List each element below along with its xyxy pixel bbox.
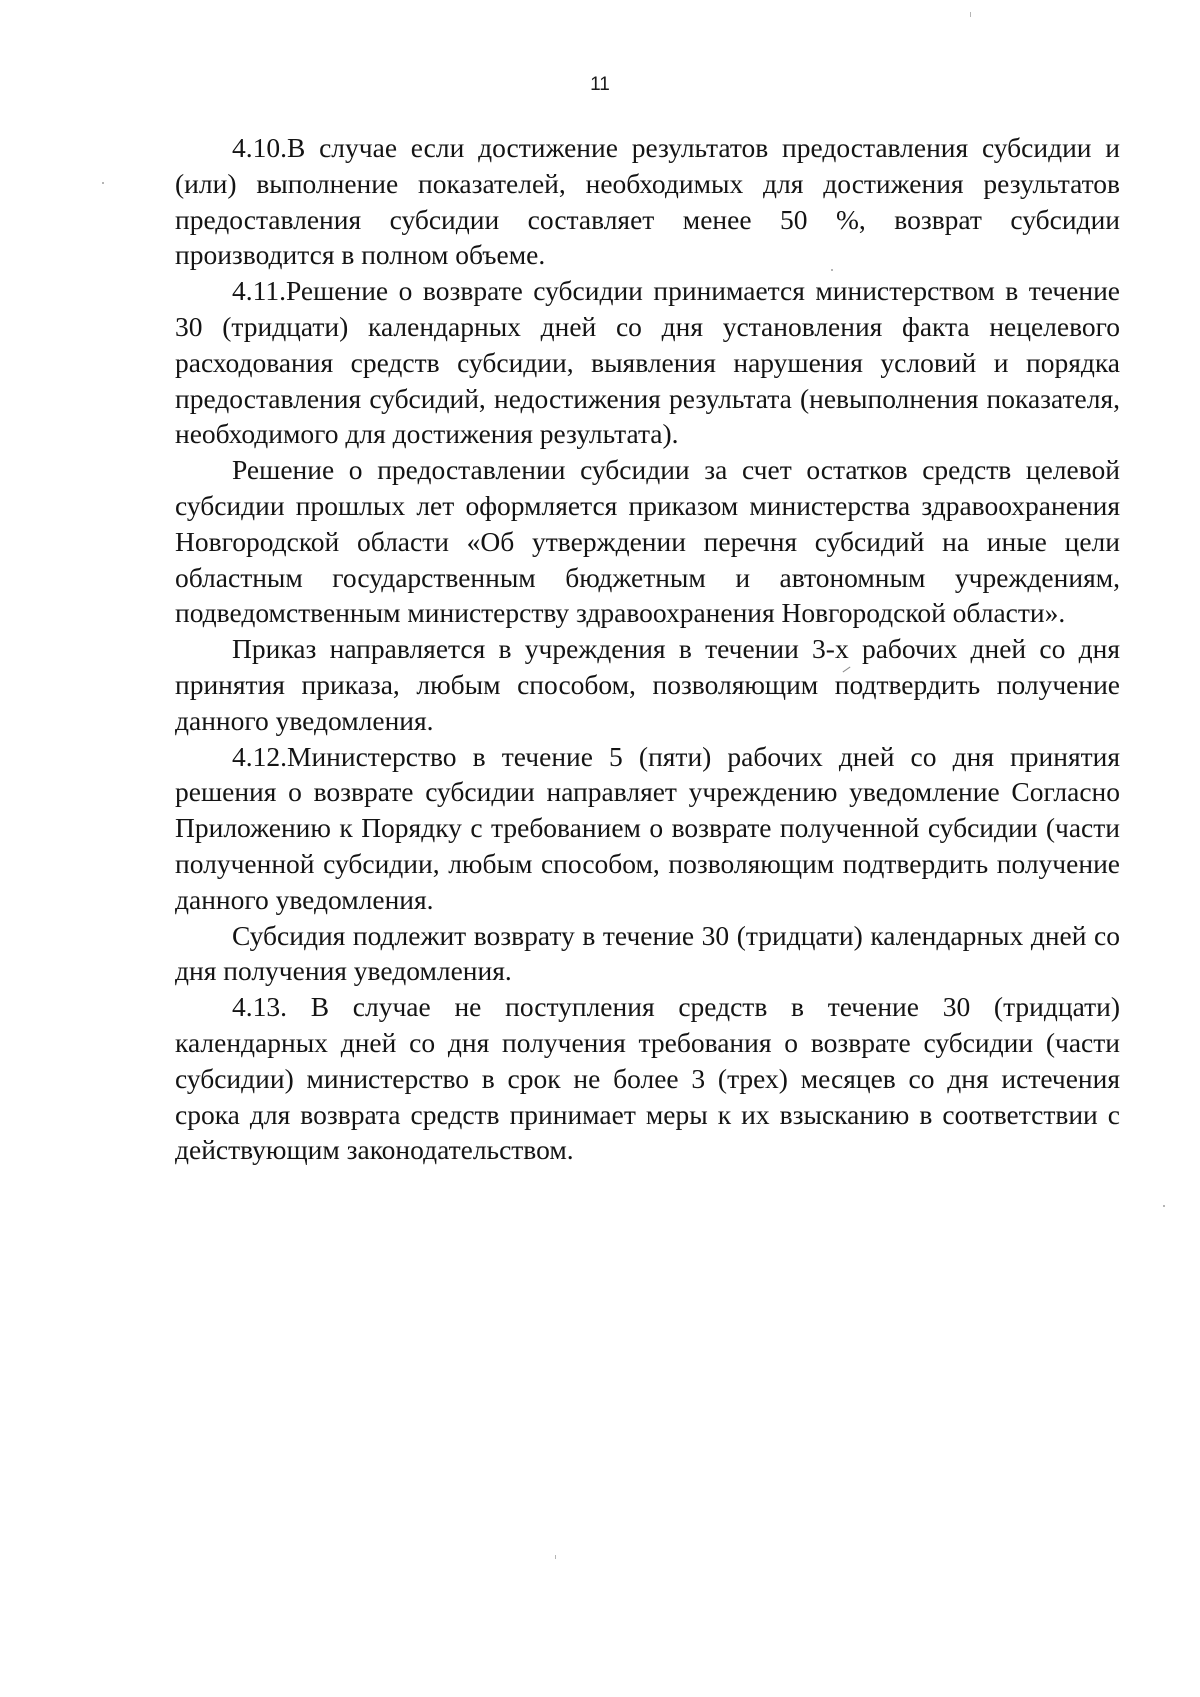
scan-speck — [831, 269, 833, 271]
page-number: 11 — [590, 74, 610, 95]
paragraph-order-sending: Приказ направляется в учреждения в течении 3-х рабочих дней со дня принятия приказа, любым способом, позволяющим подтвердить получение данного уведомления. — [175, 633, 1120, 736]
document-body — [175, 130, 1120, 1168]
paragraph-4-12: 4.12.Министерство в течение 5 (пяти) рабочих дней со дня принятия решения о возврате субсидии направляет учреждению уведомление Согласно Приложению к Порядку с требованием о возврате полученной субсидии (части полученной субсидии, любым способом, позволяющим подтвердить получение данного уведомления. — [175, 740, 1120, 915]
paragraph-4-10: 4.10.В случае если достижение результатов предоставления субсидии и (или) выполнение показателей, необходимых для достижения результатов предоставления субсидии составляет менее 50 %, возврат субсидии производится в полном объеме. — [175, 132, 1120, 271]
paragraph-4-11: 4.11.Решение о возврате субсидии принимается министерством в течение 30 (тридцати) календарных дней со дня установления факта нецелевого расходования средств субсидии, выявления нарушения условий и порядка предоставления субсидий, недостижения результата (невыполнения показателя, необходимого для достижения результата). — [175, 275, 1120, 450]
scan-speck — [102, 182, 104, 184]
scan-speck — [970, 12, 971, 17]
scan-speck — [555, 1555, 556, 1559]
scan-speck — [1163, 1205, 1165, 1207]
paragraph-refund-term: Субсидия подлежит возврату в течение 30 (тридцати) календарных дней со дня получения уведомления. — [175, 919, 1120, 987]
paragraph-4-13: 4.13. В случае не поступления средств в течение 30 (тридцати) календарных дней со дня получения требования о возврате субсидии (части субсидии) министерство в срок не более 3 (трех) месяцев со дня истечения срока для возврата средств принимает меры к их взысканию в соответствии с действующим законодательством. — [175, 991, 1120, 1166]
paragraph-decision-residuals: Решение о предоставлении субсидии за счет остатков средств целевой субсидии прошлых лет оформляется приказом министерства здравоохранения Новгородской области «Об утверждении перечня субсидий на иные цели областным государственным бюджетным и автономным учреждениям, подведомственным министерству здравоохранения Новгородской области». — [175, 454, 1120, 629]
